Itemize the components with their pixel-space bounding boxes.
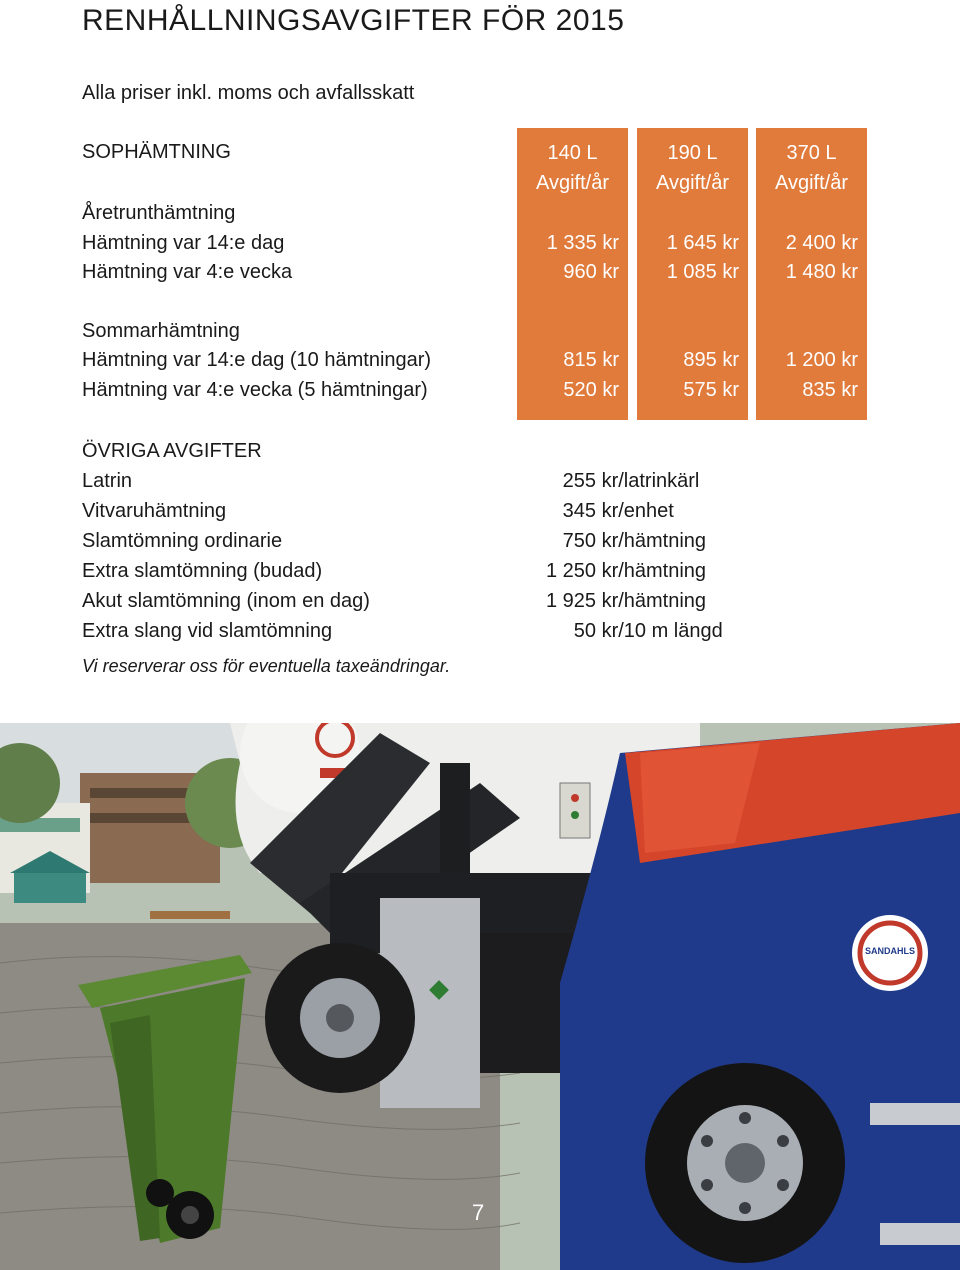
fee-value bbox=[520, 530, 760, 553]
price-column-140l bbox=[517, 128, 628, 420]
garbage-truck-photo bbox=[0, 723, 960, 1270]
fee-label: Slamtömning ordinarie bbox=[82, 530, 283, 552]
fee-amount: 1 250 bbox=[545, 560, 596, 582]
fee-value bbox=[520, 470, 760, 493]
price-cell: 1 085 kr bbox=[666, 261, 739, 283]
disclaimer-note: Vi reserverar oss för eventuella taxeändringar. bbox=[82, 656, 451, 676]
page-number: 7 bbox=[472, 1200, 485, 1225]
fee-value bbox=[520, 620, 760, 643]
fee-unit: kr/latrinkärl bbox=[601, 470, 700, 492]
fee-amount: 345 bbox=[562, 500, 596, 522]
price-cell: 815 kr bbox=[563, 349, 619, 371]
price-cell: 1 480 kr bbox=[785, 261, 858, 283]
fee-amount: 750 bbox=[562, 530, 596, 552]
price-cell: 2 400 kr bbox=[785, 232, 858, 254]
price-cell: 1 645 kr bbox=[666, 232, 739, 254]
section-heading-sophamtning: SOPHÄMTNING bbox=[82, 141, 231, 163]
fee-amount: 1 925 bbox=[545, 590, 596, 612]
fee-value bbox=[520, 500, 760, 523]
price-column-370l bbox=[756, 128, 867, 420]
row-label: Hämtning var 14:e dag (10 hämtningar) bbox=[82, 349, 432, 371]
price-cell: 895 kr bbox=[683, 349, 739, 371]
price-cell: 1 335 kr bbox=[546, 232, 619, 254]
truck-logo-text: SANDAHLS bbox=[864, 946, 915, 956]
column-size: 370 L bbox=[786, 142, 837, 164]
row-label: Hämtning var 14:e dag bbox=[82, 232, 285, 254]
page-title: RENHÅLLNINGSAVGIFTER FÖR 2015 bbox=[82, 4, 625, 37]
column-unit: Avgift/år bbox=[775, 172, 848, 194]
price-cell: 960 kr bbox=[563, 261, 619, 283]
fee-value bbox=[520, 560, 760, 583]
column-unit: Avgift/år bbox=[656, 172, 729, 194]
column-unit: Avgift/år bbox=[536, 172, 609, 194]
fee-label: Latrin bbox=[82, 470, 133, 492]
price-cell: 1 200 kr bbox=[785, 349, 858, 371]
fee-unit: kr/hämtning bbox=[601, 590, 707, 612]
fee-label: Extra slang vid slamtömning bbox=[82, 620, 333, 642]
price-cell: 520 kr bbox=[563, 379, 619, 401]
fee-value bbox=[520, 590, 760, 613]
fee-label: Akut slamtömning (inom en dag) bbox=[82, 590, 370, 612]
row-label: Hämtning var 4:e vecka bbox=[82, 261, 293, 283]
column-size: 190 L bbox=[667, 142, 718, 164]
fee-label: Vitvaruhämtning bbox=[82, 500, 227, 522]
fee-unit: kr/enhet bbox=[601, 500, 674, 522]
fee-unit: kr/hämtning bbox=[601, 560, 707, 582]
price-cell: 575 kr bbox=[683, 379, 739, 401]
row-label: Hämtning var 4:e vecka (5 hämtningar) bbox=[82, 379, 428, 401]
fee-unit: kr/10 m längd bbox=[601, 620, 723, 642]
subheading-aretrunt: Åretrunthämtning bbox=[82, 202, 236, 224]
price-column-190l bbox=[637, 128, 748, 420]
section-heading-ovriga: ÖVRIGA AVGIFTER bbox=[82, 440, 262, 462]
price-cell: 835 kr bbox=[802, 379, 858, 401]
subheading-sommar: Sommarhämtning bbox=[82, 320, 240, 342]
fee-label: Extra slamtömning (budad) bbox=[82, 560, 323, 582]
fee-amount: 50 bbox=[573, 620, 596, 642]
intro-text: Alla priser inkl. moms och avfallsskatt bbox=[82, 82, 415, 104]
fee-amount: 255 bbox=[562, 470, 596, 492]
fee-unit: kr/hämtning bbox=[601, 530, 707, 552]
column-size: 140 L bbox=[547, 142, 598, 164]
